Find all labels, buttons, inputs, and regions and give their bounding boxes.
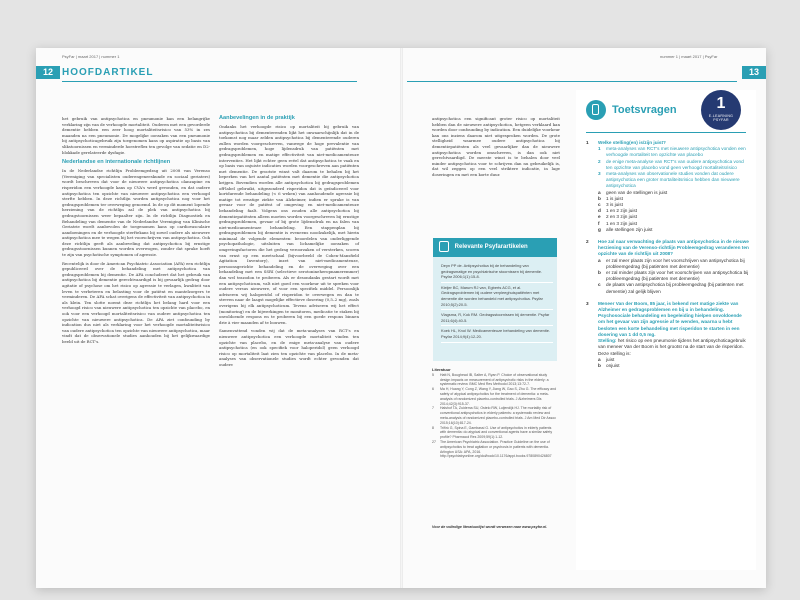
question-number: 3 <box>586 300 589 306</box>
col1-heading-guidelines: Nederlandse en internationale richtlijnen <box>62 159 171 166</box>
right-header-rule <box>407 81 737 82</box>
question-number: 2 <box>586 239 589 245</box>
statement-option: 3 meta-analyses van observationele studies vonden dat oudere antipsychotica een groter mortaliteitsrisico hebben dan nieuwere antipsychotica <box>598 171 740 189</box>
question-text: Meneer Van der Boom, 85 jaar, is bekend met matige ziekte van Alzheimer en gedragsproblemen en bij u in behandeling. Psychosociale behandeling en begeleiding hielpen onvoldoende om het gevaar van zijn agressie af te wenden, waarna u hebt besloten een korte behandeling met risperidon te starten in een dosering van 1 dd 0,5 mg. <box>598 300 742 337</box>
question-number: 1 <box>586 140 589 145</box>
question-text: Welke stelling(en) is/zijn juist? <box>598 140 666 145</box>
answer-option[interactable]: a juist <box>598 356 615 362</box>
answer-option[interactable]: f 1 en 3 zijn juist <box>598 220 638 226</box>
badge-number: 1 <box>716 95 726 112</box>
left-header-rule <box>62 81 357 82</box>
column-2 <box>219 111 359 371</box>
col2-paragraph-1: Ondanks het verhoogde risico op mortaliteit bij gebruik van antipsychotica bij dementerenden lijkt het onwaarschijnlijk dat in de toekomst nog maar zelden antipsychotica bij dementerende ouderen zullen worden voorgeschreven, vanwege de hoge prevalentie van gedragsproblemen, hoge lijdensdruk van patiënten met gedragsproblemen en matige effectiviteit van niet-medicamenteuze interventies. Het lijkt echter geen reëel dat antipsychotica te vaak en op basis van onjuiste indicaties worden voorgeschreven aan patiënten met dementie. De grootste winst valt daarom te behalen bij het beperken van het aantal patiënten met dementie die antipsychotica krijgen. Bovendien worden alle antipsychotica bij gedragsproblemen off-label gebruikt, uitgezonderd risperidon dat is geïndiceerd voor kortdurende behandeling (< 6 weken) van aanhoudende agressie bij matige tot ernstige ziekte van Alzheimer, indien er sprake is van gevaar voor de patiënt of omgeving en niet-medicamenteuze behandeling faalt. Volgens ons zouden alle antipsychotica bij dementiepatiënten alleen moeten worden voorgeschreven bij ernstige gedragsproblemen, gevaar of bij grote lijdensdruk en na falen van niet-medicamenteuze behandeling. Een stappenplan bij gedragsproblemen bij dementie is eveneens noodzakelijk, met hierin minimaal de volgende elementen: beoordelen van onderliggende psychopathologie, uitsluiten van lichamelijke oorzaken of omgevingsfactoren die het gedrag veroorzaken of versterken, scoren van ernst op een meetschaal (bijvoorbeeld de Cohen-Mansfield Agitation Inventory), inzet van niet-medicamenteuze, persoonsgerichte behandeling en de overweging over een behandeling met een SSRI (selectieve serotonineheropnameremmer) dan wel trazodon te proberen. Als er desondanks gestart wordt met een antipsychoticum, valt niet goed een voorkeur uit te spreken voor oudere versus nieuwere, of voor een specifiek middel. Persoonlijk adviseren wij haloperidol of risperidon te overwegen en dan te streven naar de laagst mogelijke effectieve dosering (0,5–2 mg), zoals overigens bij elk antipsychoticum. Tevens adviseren wij het effect (monitoring) en de bijwerkingen te monitoren, medicatie te staken bij onvoldoende respons en te proberen bij een goede respons binnen drie à vier maanden af te bouwen. <box>219 124 359 325</box>
phone-icon <box>439 241 449 252</box>
statement <box>586 338 750 357</box>
col1-paragraph-1: het gebruik van antipsychotica en pneumonie kan een belangrijke verklaring zijn van de verhoogde mortaliteit. Ouderen met een gevorderde dementie hebben een zeer hoog mortaliteitsrisico van 53% in zes maanden na een pneumonie. De mogelijke oorzaken van een pneumonie bij antipsychoticagebruik zijn toegenomen kans op aspiratie op basis van slikstoornissen en verminderde hoestreflex ten gevolge van sedatie en D2-blokkade gerelateerde dysfagie. <box>62 116 210 155</box>
statement-label: Stelling: <box>598 338 617 344</box>
quiz-panel <box>576 90 756 570</box>
quiz-divider <box>586 132 746 133</box>
col2-heading-recommendations: Aanbevelingen in de praktijk <box>219 115 295 121</box>
literature-title: Literatuur <box>432 367 451 372</box>
e-learning-badge <box>701 90 741 130</box>
column-1 <box>62 116 210 348</box>
literature-list <box>432 368 558 459</box>
answer-option[interactable]: b 1 is juist <box>598 195 623 201</box>
question-2 <box>586 239 750 295</box>
quiz-header <box>586 95 746 124</box>
left-page-number: 12 <box>36 66 60 79</box>
col2-paragraph-2: Samenvattend vonden wij dat de meta-analyses van RCT's en nieuwere antipsychotica een verhoogde mortaliteit vinden ten opzichte van placebo, en de enige meta-analyse van oudere antipsychotica (en ook specifiek voor haloperidol) geen verhoogd risico op mortaliteit laat zien ten opzichte van placebo. In de meta-analyses van observationele studies wordt echter gevonden dat oudere <box>219 328 359 367</box>
col3-paragraph-1: antipsychotica een significant groter risico op mortaliteit hebben dan de nieuwere antipsychotica, hetgeen verklaard kan worden door confounding by indication. Een duidelijke voorkeur kan ons inziens daarom niet uitgesproken worden. De grote stelligheid waarmee oudere antipsychotica bij dementiepatiënten als veel gevaarlijker dan de nieuwere antipsychotica worden omschreven, is dan ook niet gerechtvaardigd. De meeste winst is te behalen door veel minder antipsychotica voor te schrijven dan nu gebruikelijk is, dat wil zeggen op een veel striktere indicatie, in lage doseringen en met een korte duur. <box>432 116 560 177</box>
question-text: Hoe zal naar verwachting de plaats van antipsychotica in de nieuwe herziening van de Verenso-richtlijn Probleemgedrag veranderen ten opzichte van de richtlijn uit 2008? <box>598 239 749 257</box>
related-articles-header <box>433 238 557 257</box>
smartphone-icon <box>586 100 606 120</box>
answer-option[interactable]: a geen van de stellingen is juist <box>598 189 668 195</box>
literature-item: 5 Hatt N, Boughead IB, Salter A, Ryan P. Choice of observational study design impacts on measurement of antipsychotic risks in the elderly: a systematic review. BMC Med Res Methodol 2013;13:72-7. <box>432 372 549 387</box>
related-article: Deyn PP de. Antipsychotica bij de behandeling van gedragsmatige en psychiatrische stoornissen bij dementie. Psyfar 2006;1(1):15-8. <box>441 261 553 283</box>
column-3 <box>432 116 560 181</box>
badge-caption: E-LEARNING PSYFAR <box>708 114 734 122</box>
related-articles-list <box>441 261 553 343</box>
literature-item: 7 Halshof TA, Zuidema SU, Ostelo RW, Luijendijk HJ. The mortality risk of conventional antipsychotics in elderly patients: a systematic review and meta-analysis of randomized placebo-controlled trials. J Am Med Dir Assoc 2015;16(10):817-24. <box>432 406 556 425</box>
quiz-questions <box>586 140 750 375</box>
statement-option: 1 meta-analyses van RCT's met nieuwere antipsychotica vonden een verhoogde mortaliteit ten opzichte van placebo <box>598 146 746 158</box>
answer-option[interactable]: g alle stellingen zijn juist <box>598 226 653 232</box>
answer-option[interactable]: b er zal minder plaats zijn voor het voorschrijven van antipsychotica bij probleemgedrag (bij patiënten met dementie) <box>598 270 749 282</box>
statement-option: 2 de enige meta-analyse van RCT's van oudere antipsychotica vond ten opzichte van placebo vond geen verhoogd mortaliteitsrisico <box>598 158 744 170</box>
question-1 <box>586 140 750 233</box>
answer-option[interactable]: e 2 en 3 zijn juist <box>598 214 638 220</box>
right-page-number: 13 <box>742 66 766 79</box>
literature-item: 8 Trifirò G, Spina E, Gambassi G. Use of antipsychotics in elderly patients with dementia: do atypical and conventional agents have a similar safety profile? Pharmacol Res 2009;59(1):1-12. <box>432 425 553 440</box>
related-article: Koek HL, Knol W. Medicamenteuze behandeling van dementie. Psyfar 2014;9(4):12-20. <box>441 326 553 342</box>
spine-gutter <box>400 48 403 588</box>
related-articles-title: Relevante Psyfarartikelen <box>454 244 528 250</box>
related-article: Vlagsma, R, Kok RM. Gedragsstoornissen bij dementie. Psyfar 2011;6(4):40-5. <box>441 310 553 326</box>
answer-option[interactable]: a er zal meer plaats zijn voor het voorschrijven van antipsychotica bij probleemgedrag (bij patiënten met dementie) <box>598 257 745 269</box>
answer-option[interactable]: c 3 is juist <box>598 202 623 208</box>
section-title: HOOFDARTIKEL <box>62 67 154 78</box>
col1-paragraph-2: In de Nederlandse richtlijn Probleemgedrag uit 2008 van Verenso (Vereniging van specialisten ouderengeneeskunde en sociaal geriaters) wordt beschreven dat voor de nieuwere antipsychotica olanzapine en risperidon een verhoogde kans op CVA's werd gevonden, en dat oudere antipsychotica ten opzichte van nieuwere antipsychotica een verhoogd sterfte hebben. In deze richtlijn worden antipsychotica nog voor het gedragsproblemen ter overweging genoemd. In de op dit moment lopende herziening van de richtlijn zal de plek van antipsychotica bij gedragstoornissen weer bepaalter zijn. In de richtlijn Diagnostiek en Behandeling van dementie van de Nederlandse Vereniging van Klinische Geriatrie wordt aanbevolen de toegenomen kans op cardiovasculaire aandoeningen en de verhoogde sterftekans bij zowel oudere als nieuwere antipsychotica mee te wegen bij het voorschrijven van antipsychotica. Ook deze richtlijn geeft als aanbeveling dat antipsychotica bij ernstige gedragsstoornissen kunnen worden overwogen, zonder dat sprake hoeft te zijn van psychotische symptomen of agressie. <box>62 168 210 258</box>
answer-option[interactable]: d 1 en 2 zijn juist <box>598 208 638 214</box>
right-running-head: nummer 1 | maart 2017 | PsyFar <box>660 54 718 59</box>
literature-footer: Voor de volledige literatuurlijst wordt verwezen naar www.psyfar.nl. <box>432 525 548 529</box>
left-running-head: PsyFar | maart 2017 | nummer 1 <box>62 54 120 59</box>
related-article: Kleijer BC, Marum RJ van, Egberts ACG, et al. Gedragsproblemen bij oudere verpleeghuispatiënten met dementie die worden behandeld met antipsychotica. Psyfar 2010;5(2):20-5. <box>441 283 553 310</box>
question-3 <box>586 301 750 369</box>
answer-option[interactable]: b onjuist <box>598 362 620 368</box>
statement-text: het risico op een pneumonie tijdens het antipsychoticagebruik van meneer Van der Boom is het grootst na de start van de risperidon. Deze stelling is: <box>598 338 746 356</box>
literature-item: 6 Ma H, Huang Y, Cong Z, Wang Y, Jiang W, Gao S, Zhu G. The efficacy and safety of atypical antipsychotics for the treatment of dementia: a meta-analysis of randomized placebo-controlled trials. J Alzheimers Dis 2014;42(3):915-37. <box>432 387 557 406</box>
col1-paragraph-3: Recentelijk is door de American Psychiatric Association (APA) een richtlijn gepubliceerd over de behandeling met antipsychotica van gedragsproblemen bij dementie. De APA concludeert dat het gebruik van antipsychotica bij dementie gerechtvaardigd is bij gevaarlijk gedrag door agitatie of psychose om het risico op agressie te verlagen, kwaliteit van leven te verbeteren en belasting voor de patiënt en mantelzorgers te verminderen. De APA schat overigens de effectiviteit van antipsychotica in als klein. Ten slotte noemt deze richtlijn het belang hard voor een verhoogd risico van nieuwere antipsychotica ten opzichte van placebo, en ook voor een verhoogd mortaliteitsrisico van oudere antipsychotica ten opzichte van nieuwere antipsychotica. De APA ziet confounding by indication dus niet als verklaring voor het verhoogde mortaliteitsrisico van oudere antipsychotica ten opzichte van nieuwere antipsychotica, maar vindt dat de observationele studies aanhouden bij het gelijkwaardige beeld uit de RCT's. <box>62 260 210 344</box>
answer-option[interactable]: c de plaats van antipsychotica bij probleemgedrag (bij patiënten met dementie) zal gelijk blijven <box>598 282 744 294</box>
literature-item: 27 The American Psychiatric Association. Practice Guideline on the use of antipsychotics to treat agitation or psychosis in patients with dementia. Arlington USA: APA, 2016. http://psychiatryonline.org/doi/book/10.1176/appi.books.9780890426807 <box>432 439 552 459</box>
quiz-title: Toetsvragen <box>612 104 677 116</box>
related-articles-box <box>433 238 557 361</box>
